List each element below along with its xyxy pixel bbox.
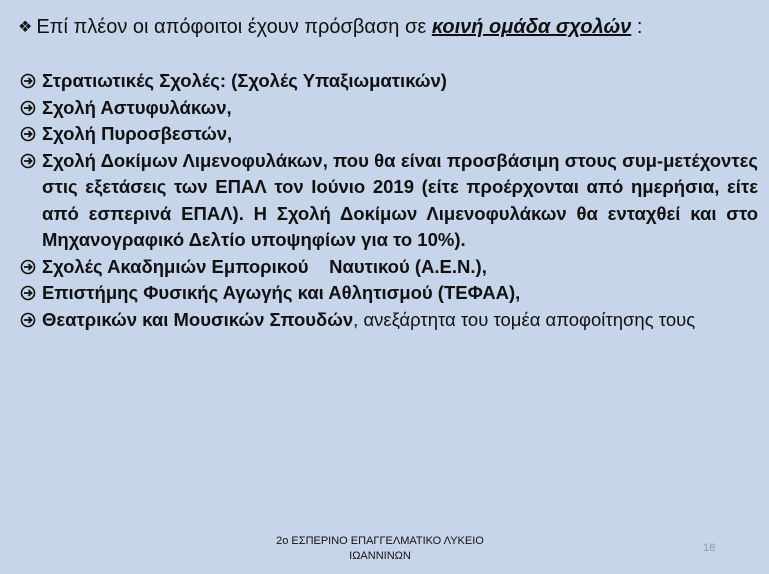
schools-list: [20, 68, 758, 333]
list-item-text-bold: Θεατρικών και Μουσικών Σπουδών: [42, 308, 354, 330]
list-item-text: Επιστήμης Φυσικής Αγωγής και Αθλητισμού (ΤΕΦΑΑ),: [42, 282, 521, 303]
list-item-text-normal: , ανεξάρτητα του τομέα αποφοίτησης τους: [353, 308, 696, 330]
slide-heading: [18, 14, 642, 41]
list-item: [20, 95, 758, 122]
arrow-bullet-icon: [20, 153, 36, 169]
list-item-text: Σχολή Δοκίμων Λιμενοφυλάκων, που θα είναι προσβάσιμη στους συμ-μετέχοντες στις εξετάσεις των ΕΠΑΛ τον Ιούνιο 2019 (είτε προέρχονται από ημερήσια, είτε από εσπερινά ΕΠΑΛ). Η Σχολή Δοκίμων Λιμενοφυλάκων θα ενταχθεί και στο Μηχανογραφικό Δελτίο υποψηφίων για το 10%).: [42, 149, 758, 250]
arrow-bullet-icon: [20, 100, 36, 116]
footer-school-name: [260, 534, 500, 564]
list-item: [20, 307, 758, 334]
list-item: [20, 280, 758, 307]
footer-line-2: ΙΩΑΝΝΙΝΩΝ: [349, 550, 411, 562]
list-item: [20, 121, 758, 148]
list-item-text: Σχολές Ακαδημιών Εμπορικού Ναυτικού (Α.Ε.Ν.),: [42, 255, 487, 277]
list-item: [20, 254, 758, 281]
list-item: [20, 148, 758, 254]
arrow-bullet-icon: [20, 126, 36, 142]
page-number: 18: [703, 542, 716, 554]
diamond-bullet-icon: ❖: [18, 19, 33, 36]
arrow-bullet-icon: [20, 285, 36, 301]
list-item-text: Σχολή Πυροσβεστών,: [42, 123, 233, 144]
list-item: [20, 68, 758, 95]
arrow-bullet-icon: [20, 259, 36, 275]
arrow-bullet-icon: [20, 312, 36, 328]
footer-line-1: 2ο ΕΣΠΕΡΙΝΟ ΕΠΑΓΓΕΛΜΑΤΙΚΟ ΛΥΚΕΙΟ: [276, 535, 484, 547]
list-item-text: Στρατιωτικές Σχολές: (Σχολές Υπαξιωματικών): [42, 70, 447, 91]
arrow-bullet-icon: [20, 73, 36, 89]
heading-emphasis: κοινή ομάδα σχολών: [431, 16, 632, 38]
heading-suffix: :: [631, 16, 643, 38]
list-item-text: Σχολή Αστυφυλάκων,: [42, 96, 232, 118]
heading-text: Επί πλέον οι απόφοιτοι έχουν πρόσβαση σε: [36, 16, 432, 38]
